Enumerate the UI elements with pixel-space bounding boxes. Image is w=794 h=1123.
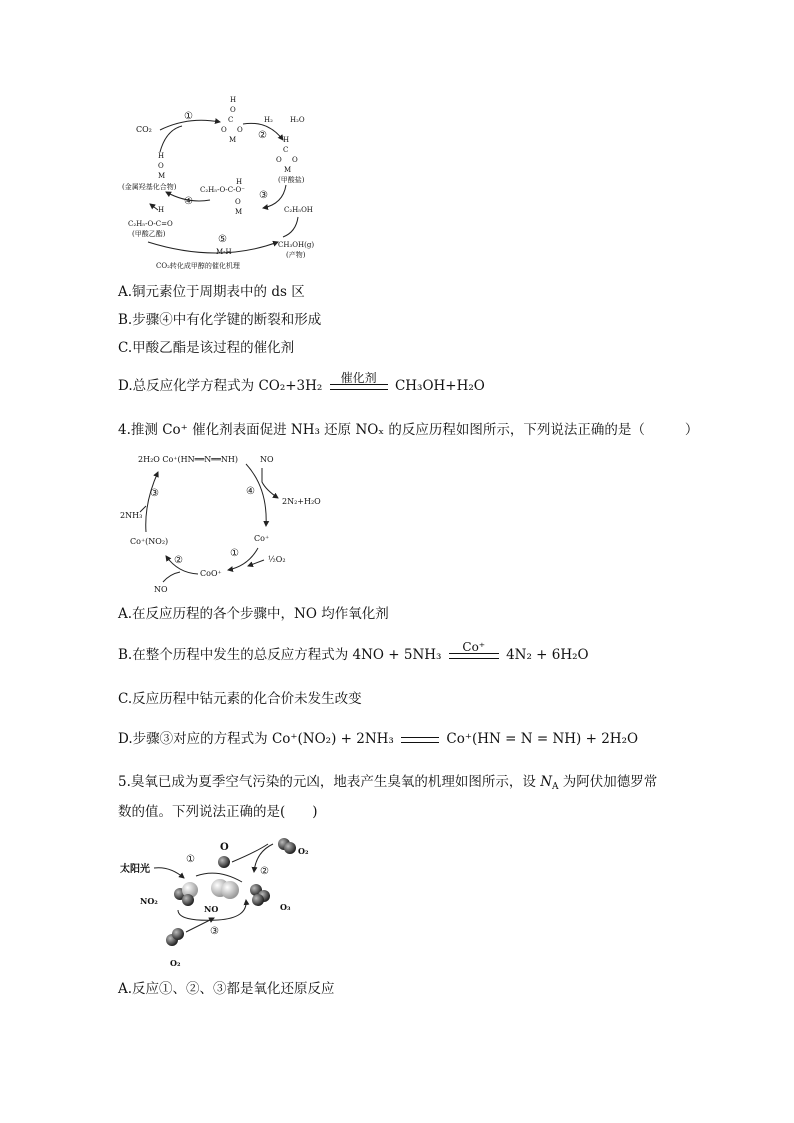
catalyst-equals-sign: 催化剂 — [330, 384, 388, 390]
co2-methanol-mechanism-figure — [118, 92, 348, 270]
svg-text:2NH₃: 2NH₃ — [120, 511, 143, 520]
q4-option-d[interactable]: D.步骤③对应的方程式为 Co⁺(NO₂) + 2NH₃ Co⁺(HN = N = NH) + 2H₂O — [118, 731, 639, 747]
svg-text:④: ④ — [246, 486, 255, 497]
svg-text:H₂O: H₂O — [290, 116, 305, 124]
svg-text:H: H — [236, 178, 243, 186]
q4-stem: 4.推测 Co⁺ 催化剂表面促进 NH₃ 还原 NOₓ 的反应历程如图所示，下列说法正确的是（ ） — [118, 422, 699, 438]
q3-option-b[interactable]: B.步骤④中有化学键的断裂和形成 — [118, 312, 322, 328]
svg-text:O: O — [276, 156, 282, 164]
svg-text:②: ② — [174, 555, 183, 566]
q4-option-b[interactable]: B.在整个历程中发生的总反应方程式为 4NO + 5NH₃ Co⁺ 4N₂ + 6H₂O — [118, 639, 589, 663]
svg-text:2N₂+H₂O: 2N₂+H₂O — [282, 497, 321, 506]
svg-text:H: H — [158, 152, 165, 160]
svg-text:O: O — [158, 162, 164, 170]
svg-text:C₂H₅OH: C₂H₅OH — [284, 206, 313, 214]
svg-text:O₂: O₂ — [298, 846, 309, 856]
svg-text:⑤: ⑤ — [218, 234, 227, 245]
catalyst-equals-sign: Co⁺ — [449, 653, 499, 659]
svg-text:2H₂O Co⁺(HN══N══NH): 2H₂O Co⁺(HN══N══NH) — [138, 455, 238, 464]
svg-text:CoO⁺: CoO⁺ — [200, 569, 222, 578]
q5-option-a[interactable]: A.反应①、②、③都是氧化还原反应 — [118, 981, 335, 997]
svg-text:O: O — [292, 156, 298, 164]
ozone-mechanism-figure — [118, 832, 328, 972]
q3-option-a[interactable]: A.铜元素位于周期表中的 ds 区 — [118, 284, 305, 300]
svg-text:④: ④ — [184, 196, 193, 207]
svg-text:O: O — [235, 198, 241, 206]
svg-text:③: ③ — [210, 926, 219, 937]
svg-text:M: M — [235, 208, 243, 216]
svg-text:NO₂: NO₂ — [140, 896, 158, 906]
q5-stem-line1: 5.臭氧已成为夏季空气污染的元凶，地表产生臭氧的机理如图所示，设 $N_A$ 为阿伏加德罗常 — [118, 774, 658, 792]
svg-text:NO: NO — [260, 455, 274, 464]
svg-text:C: C — [283, 146, 289, 154]
equals-sign — [401, 737, 439, 743]
q3-option-c[interactable]: C.甲酸乙酯是该过程的催化剂 — [118, 340, 295, 356]
svg-text:①: ① — [186, 854, 195, 865]
svg-text:H: H — [230, 96, 237, 104]
svg-text:C: C — [228, 116, 234, 124]
svg-text:H: H — [158, 206, 165, 214]
svg-text:③: ③ — [259, 190, 268, 201]
co-catalyst-cycle-figure — [118, 448, 338, 598]
svg-text:Co⁺: Co⁺ — [254, 534, 270, 543]
svg-text:②: ② — [260, 866, 269, 877]
svg-text:C₂H₅-O-C-O⁻: C₂H₅-O-C-O⁻ — [200, 186, 245, 194]
svg-text:H₂: H₂ — [264, 116, 273, 124]
svg-text:CH₃OH(g): CH₃OH(g) — [278, 241, 315, 249]
q4-option-c[interactable]: C.反应历程中钴元素的化合价未发生改变 — [118, 691, 362, 707]
figure-caption: CO₂转化成甲醇的催化机理 — [156, 262, 240, 270]
svg-text:O₂: O₂ — [170, 958, 181, 968]
svg-text:O: O — [237, 126, 243, 134]
svg-text:O: O — [220, 842, 229, 853]
svg-text:(产物): (产物) — [286, 251, 306, 259]
svg-text:O: O — [230, 106, 236, 114]
svg-text:(甲酸盐): (甲酸盐) — [278, 176, 305, 184]
svg-text:M: M — [158, 172, 166, 180]
sunlight-label: 太阳光 — [120, 864, 150, 875]
q3-option-d[interactable]: D.总反应化学方程式为 CO₂+3H₂ 催化剂 CH₃OH+H₂O — [118, 370, 485, 394]
svg-text:①: ① — [230, 548, 239, 559]
svg-text:NO: NO — [204, 904, 219, 914]
svg-text:③: ③ — [150, 488, 159, 499]
svg-text:H: H — [283, 136, 290, 144]
svg-text:Co⁺(NO₂): Co⁺(NO₂) — [130, 537, 169, 546]
svg-text:(甲酸乙酯): (甲酸乙酯) — [132, 230, 166, 238]
q5-stem-line2: 数的值。下列说法正确的是( ) — [118, 804, 318, 820]
svg-text:M: M — [284, 166, 292, 174]
svg-text:M: M — [229, 136, 237, 144]
svg-text:NO: NO — [154, 585, 168, 594]
svg-text:O: O — [221, 126, 227, 134]
svg-text:½O₂: ½O₂ — [268, 555, 286, 564]
co2-label: CO₂ — [136, 125, 152, 134]
svg-text:O₃: O₃ — [280, 902, 291, 912]
svg-text:C₂H₅-O-C=O: C₂H₅-O-C=O — [128, 220, 173, 228]
svg-text:(金属羟基化合物): (金属羟基化合物) — [122, 183, 177, 191]
q4-option-a[interactable]: A.在反应历程的各个步骤中，NO 均作氧化剂 — [118, 606, 389, 622]
svg-text:②: ② — [258, 130, 267, 141]
svg-text:M-H: M-H — [216, 248, 232, 256]
svg-text:①: ① — [184, 111, 193, 122]
